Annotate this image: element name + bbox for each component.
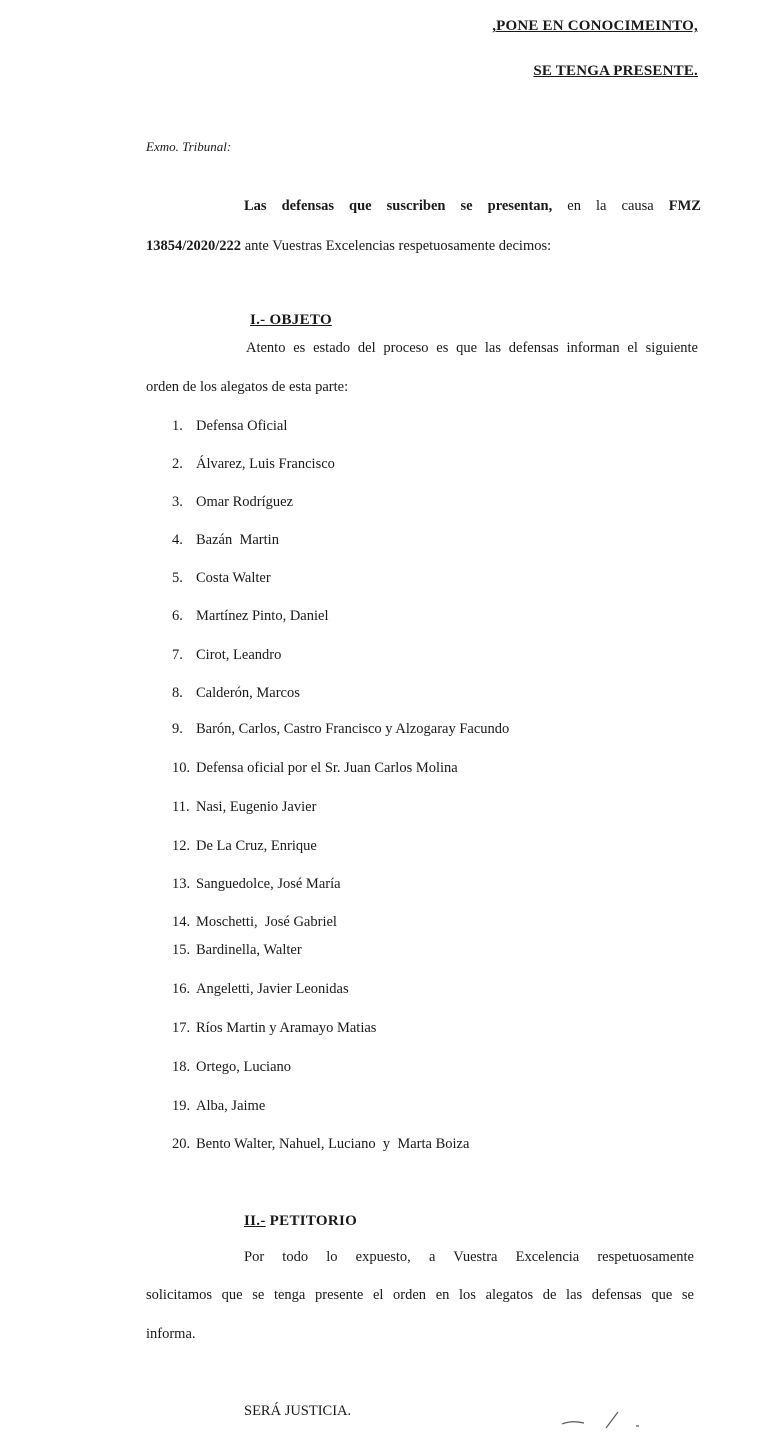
signature-mark <box>560 1408 650 1430</box>
list-item-text: Barón, Carlos, Castro Francisco y Alzogaray Facundo <box>196 721 510 737</box>
intro-text: en la causa <box>552 198 669 214</box>
list-item-number: 18. <box>172 1059 191 1075</box>
list-item <box>172 456 335 473</box>
list-item <box>172 494 293 511</box>
list-item <box>172 942 302 959</box>
list-item-text: Defensa oficial por el Sr. Juan Carlos Molina <box>196 760 458 776</box>
list-item-number: 10. <box>172 760 191 776</box>
intro-line-1 <box>244 198 701 215</box>
list-item <box>172 1020 376 1037</box>
list-item-text: Ortego, Luciano <box>196 1059 292 1075</box>
list-item-number: 1. <box>172 418 183 434</box>
list-item <box>172 914 337 931</box>
closing-phrase: SERÁ JUSTICIA. <box>244 1403 352 1419</box>
section-1-title: I.- OBJETO <box>250 312 332 328</box>
section-2-title <box>244 1213 357 1230</box>
list-item-text: De La Cruz, Enrique <box>196 838 317 854</box>
intro-line-2 <box>146 238 551 255</box>
list-item <box>172 799 316 816</box>
list-item-number: 17. <box>172 1020 191 1036</box>
list-item-number: 13. <box>172 876 191 892</box>
list-item-number: 3. <box>172 494 183 510</box>
list-item-text: Nasi, Eugenio Javier <box>196 799 317 815</box>
list-item-text: Alba, Jaime <box>196 1098 266 1114</box>
section-2-number: II.- <box>244 1213 266 1229</box>
list-item-number: 9. <box>172 721 183 737</box>
section-2-line-1: Por todo lo expuesto, a Vuestra Excelencia respetuosamente <box>244 1249 694 1265</box>
list-item-text: Bazán Martin <box>196 532 279 548</box>
list-item-number: 19. <box>172 1098 191 1114</box>
list-item-text: Calderón, Marcos <box>196 685 300 701</box>
list-item-text: Costa Walter <box>196 570 271 586</box>
list-item-text: Bento Walter, Nahuel, Luciano y Marta Boiza <box>196 1136 470 1152</box>
section-2-word: PETITORIO <box>265 1213 358 1229</box>
section-1-para-line-1: Atento es estado del proceso es que las defensas informan el siguiente <box>246 340 698 356</box>
list-item-number: 4. <box>172 532 183 548</box>
list-item-text: Bardinella, Walter <box>196 942 302 958</box>
list-item <box>172 1136 469 1153</box>
case-number: 13854/2020/222 <box>146 238 242 254</box>
list-item-number: 12. <box>172 838 191 854</box>
list-item-text: Moschetti, José Gabriel <box>196 914 337 930</box>
list-item <box>172 532 279 549</box>
greeting: Exmo. Tribunal: <box>146 139 232 154</box>
header-line-2: SE TENGA PRESENTE. <box>533 63 698 79</box>
list-item <box>172 760 458 777</box>
intro-text-2: ante Vuestras Excelencias respetuosamente decimos: <box>241 238 552 254</box>
list-item-text: Martínez Pinto, Daniel <box>196 608 329 624</box>
list-item-text: Omar Rodríguez <box>196 494 294 510</box>
list-item <box>172 608 328 625</box>
section-2-line-3: informa. <box>146 1326 196 1342</box>
list-item-number: 5. <box>172 570 183 586</box>
list-item-text: Sanguedolce, José María <box>196 876 341 892</box>
section-2-line-2: solicitamos que se tenga presente el orden en los alegatos de las defensas que se <box>146 1287 694 1303</box>
list-item-number: 8. <box>172 685 183 701</box>
list-item <box>172 570 271 587</box>
list-item <box>172 981 349 998</box>
list-item-text: Angeletti, Javier Leonidas <box>196 981 349 997</box>
list-item <box>172 876 341 893</box>
list-item-number: 20. <box>172 1136 191 1152</box>
list-item-number: 14. <box>172 914 191 930</box>
list-item-number: 2. <box>172 456 183 472</box>
list-item-number: 11. <box>172 799 190 815</box>
list-item-number: 7. <box>172 647 183 663</box>
section-1-para-line-2: orden de los alegatos de esta parte: <box>146 379 349 395</box>
list-item-text: Ríos Martin y Aramayo Matias <box>196 1020 377 1036</box>
list-item-number: 6. <box>172 608 183 624</box>
list-item <box>172 838 317 855</box>
list-item <box>172 1059 291 1076</box>
list-item <box>172 1098 265 1115</box>
list-item-number: 16. <box>172 981 191 997</box>
list-item-text: Álvarez, Luis Francisco <box>196 456 335 472</box>
list-item <box>172 685 300 702</box>
list-item-text: Cirot, Leandro <box>196 647 282 663</box>
list-item <box>172 647 281 664</box>
intro-bold-case: FMZ <box>668 198 701 214</box>
list-item-text: Defensa Oficial <box>196 418 288 434</box>
intro-bold-parties: Las defensas que suscriben se presentan, <box>244 198 553 214</box>
list-item <box>172 418 287 435</box>
list-item-number: 15. <box>172 942 191 958</box>
list-item <box>172 721 509 738</box>
header-line-1: ,PONE EN CONOCIMEINTO, <box>492 18 698 34</box>
